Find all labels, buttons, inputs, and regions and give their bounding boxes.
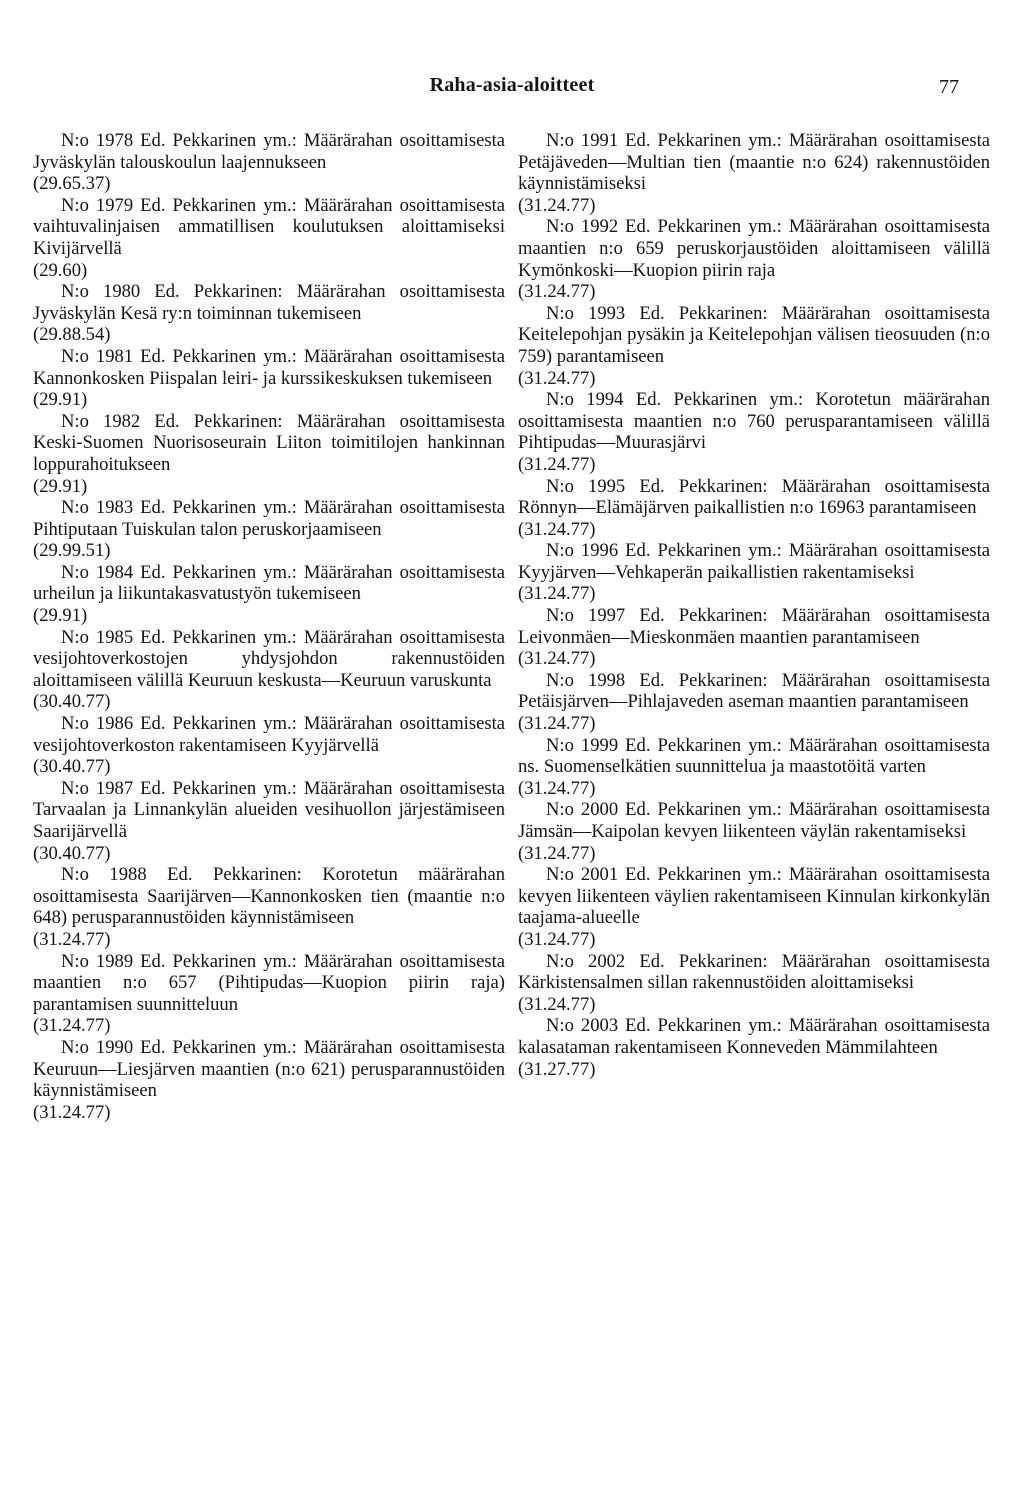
budget-reference: (31.27.77)	[518, 1058, 596, 1080]
motion-text: N:o 1996 Ed. Pekkarinen ym.: Määrärahan osoittamisesta Kyyjärven—Vehkaperän paikallistien rakentamiseksi	[518, 540, 990, 583]
budget-reference: (31.24.77)	[518, 518, 596, 540]
motion-entry	[33, 778, 505, 864]
motion-entry	[33, 713, 505, 778]
budget-reference: (31.24.77)	[518, 993, 596, 1015]
motion-text: N:o 1980 Ed. Pekkarinen: Määrärahan osoittamisesta Jyväskylän Kesä ry:n toiminnan tukemiseen	[33, 281, 505, 324]
motion-text: N:o 1997 Ed. Pekkarinen: Määrärahan osoittamisesta Leivonmäen—Mieskonmäen maantien parantamiseen	[518, 605, 990, 648]
page-number: 77	[939, 76, 959, 98]
motion-text: N:o 1992 Ed. Pekkarinen ym.: Määrärahan osoittamisesta maantien n:o 659 peruskorjaustöiden aloittamiseen välillä Kymönkoski—Kuopion piirin raja	[518, 216, 990, 281]
budget-reference: (30.40.77)	[33, 756, 111, 778]
motion-text: N:o 1999 Ed. Pekkarinen ym.: Määrärahan osoittamisesta ns. Suomenselkätien suunnittelua ja maastotöitä varten	[518, 734, 990, 778]
budget-reference: (30.40.77)	[33, 842, 111, 864]
motion-text: N:o 2001 Ed. Pekkarinen ym.: Määrärahan osoittamisesta kevyen liikenteen väylien rakentamiseen Kinnulan kirkonkylän taajama-alueelle	[518, 864, 990, 929]
budget-reference: (31.24.77)	[518, 583, 596, 605]
motion-text: N:o 1994 Ed. Pekkarinen ym.: Korotetun määrärahan osoittamisesta maantien n:o 760 perusparantamiseen välillä Pihtipudas—Muurasjärvi	[518, 389, 990, 454]
motion-text: N:o 1981 Ed. Pekkarinen ym.: Määrärahan osoittamisesta Kannonkosken Piispalan leiri- ja kurssikeskuksen tukemiseen	[33, 345, 505, 389]
motion-entry	[33, 130, 505, 195]
budget-reference: (29.91)	[33, 605, 88, 627]
budget-reference: (31.24.77)	[33, 1101, 111, 1123]
motion-text: N:o 1984 Ed. Pekkarinen ym.: Määrärahan osoittamisesta urheilun ja liikuntakasvatustyön tukemiseen	[33, 561, 505, 605]
motion-text: N:o 2003 Ed. Pekkarinen ym.: Määrärahan osoittamisesta kalasataman rakentamiseen Konneveden Mämmilahteen	[518, 1015, 990, 1058]
budget-reference: (31.24.77)	[518, 281, 596, 303]
motion-entry	[518, 951, 990, 1016]
budget-reference: (29.91)	[33, 475, 88, 497]
budget-reference: (29.60)	[33, 259, 88, 281]
motion-entry	[33, 346, 505, 411]
motion-entry	[33, 864, 505, 950]
motion-text: N:o 1988 Ed. Pekkarinen: Korotetun määrärahan osoittamisesta Saarijärven—Kannonkosken tien (maantie n:o 648) perusparannustöiden käynnistämiseen	[33, 864, 505, 929]
budget-reference: (29.88.54)	[33, 324, 111, 346]
budget-reference: (29.65.37)	[33, 173, 111, 195]
motion-text: N:o 1978 Ed. Pekkarinen ym.: Määrärahan osoittamisesta Jyväskylän talouskoulun laajennukseen	[33, 130, 505, 173]
budget-reference: (31.24.77)	[33, 1015, 111, 1037]
motion-text: N:o 1986 Ed. Pekkarinen ym.: Määrärahan osoittamisesta vesijohtoverkoston rakentamiseen Kyyjärvellä	[33, 713, 505, 756]
motion-entry	[518, 216, 990, 302]
motion-entry	[518, 605, 990, 670]
motion-entry	[518, 130, 990, 216]
motion-entry	[518, 864, 990, 950]
motion-text: N:o 1985 Ed. Pekkarinen ym.: Määrärahan osoittamisesta vesijohtoverkostojen yhdysjohdon rakennustöiden aloittamiseen välillä Keuruun keskusta—Keuruun varuskunta	[33, 626, 505, 691]
motion-entry	[33, 627, 505, 713]
motion-entry	[33, 281, 505, 346]
motion-entry	[33, 951, 505, 1037]
motion-text: N:o 1998 Ed. Pekkarinen: Määrärahan osoittamisesta Petäisjärven—Pihlajaveden aseman maantien parantamiseen	[518, 669, 990, 713]
budget-reference: (31.24.77)	[518, 453, 596, 475]
running-title: Raha-asia-aloitteet	[429, 74, 595, 96]
budget-reference: (31.24.77)	[518, 367, 596, 389]
budget-reference: (31.24.77)	[518, 842, 596, 864]
motion-entry	[518, 670, 990, 735]
motion-entry	[33, 1037, 505, 1123]
budget-reference: (31.24.77)	[518, 928, 596, 950]
motion-entry	[518, 799, 990, 864]
motion-text: N:o 1990 Ed. Pekkarinen ym.: Määrärahan osoittamisesta Keuruun—Liesjärven maantien (n:o 621) perusparannustöiden käynnistämiseen	[33, 1036, 505, 1102]
motion-entry	[518, 1015, 990, 1080]
budget-reference: (31.24.77)	[518, 777, 596, 799]
motion-entry	[518, 540, 990, 605]
motion-entry	[33, 562, 505, 627]
motion-text: N:o 1982 Ed. Pekkarinen: Määrärahan osoittamisesta Keski-Suomen Nuorisoseurain Liiton toimitilojen hankinnan loppurahoitukseen	[33, 410, 505, 475]
motion-text: N:o 1983 Ed. Pekkarinen ym.: Määrärahan osoittamisesta Pihtiputaan Tuiskulan talon peruskorjaamiseen	[33, 497, 505, 540]
motion-text: N:o 2002 Ed. Pekkarinen: Määrärahan osoittamisesta Kärkistensalmen sillan rakennustöiden aloittamiseksi	[518, 950, 990, 994]
motion-entry	[518, 735, 990, 800]
motion-entry	[33, 411, 505, 497]
budget-reference: (31.24.77)	[33, 928, 111, 950]
motion-entry	[518, 476, 990, 541]
motion-text: N:o 1987 Ed. Pekkarinen ym.: Määrärahan osoittamisesta Tarvaalan ja Linnankylän alueiden vesihuollon järjestämiseen Saarijärvellä	[33, 777, 505, 842]
motion-text: N:o 1991 Ed. Pekkarinen ym.: Määrärahan osoittamisesta Petäjäveden—Multian tien (maantie n:o 624) rakennustöiden käynnistämiseksi	[518, 130, 990, 195]
right-column	[518, 130, 990, 1080]
budget-reference: (29.91)	[33, 389, 88, 411]
budget-reference: (31.24.77)	[518, 713, 596, 735]
budget-reference: (31.24.77)	[518, 648, 596, 670]
budget-reference: (31.24.77)	[518, 194, 596, 216]
motion-text: N:o 1979 Ed. Pekkarinen ym.: Määrärahan osoittamisesta vaihtuvalinjaisen ammatillisen koulutuksen aloittamiseksi Kivijärvellä	[33, 194, 505, 259]
motion-text: N:o 2000 Ed. Pekkarinen ym.: Määrärahan osoittamisesta Jämsän—Kaipolan kevyen liikenteen väylän rakentamiseksi	[518, 799, 990, 842]
motion-entry	[33, 497, 505, 562]
motion-entry	[33, 195, 505, 281]
budget-reference: (30.40.77)	[33, 691, 111, 713]
motion-text: N:o 1995 Ed. Pekkarinen: Määrärahan osoittamisesta Rönnyn—Elämäjärven paikallistien n:o 16963 parantamiseen	[518, 475, 990, 519]
left-column	[33, 130, 505, 1123]
motion-entry	[518, 303, 990, 389]
motion-text: N:o 1993 Ed. Pekkarinen: Määrärahan osoittamisesta Keitelepohjan pysäkin ja Keitelepohjan välisen tieosuuden (n:o 759) parantamiseen	[518, 302, 990, 367]
budget-reference: (29.99.51)	[33, 540, 111, 562]
motion-text: N:o 1989 Ed. Pekkarinen ym.: Määrärahan osoittamisesta maantien n:o 657 (Pihtipudas—Kuopion piirin raja) parantamisen suunnitteluun	[33, 950, 505, 1015]
motion-entry	[518, 389, 990, 475]
